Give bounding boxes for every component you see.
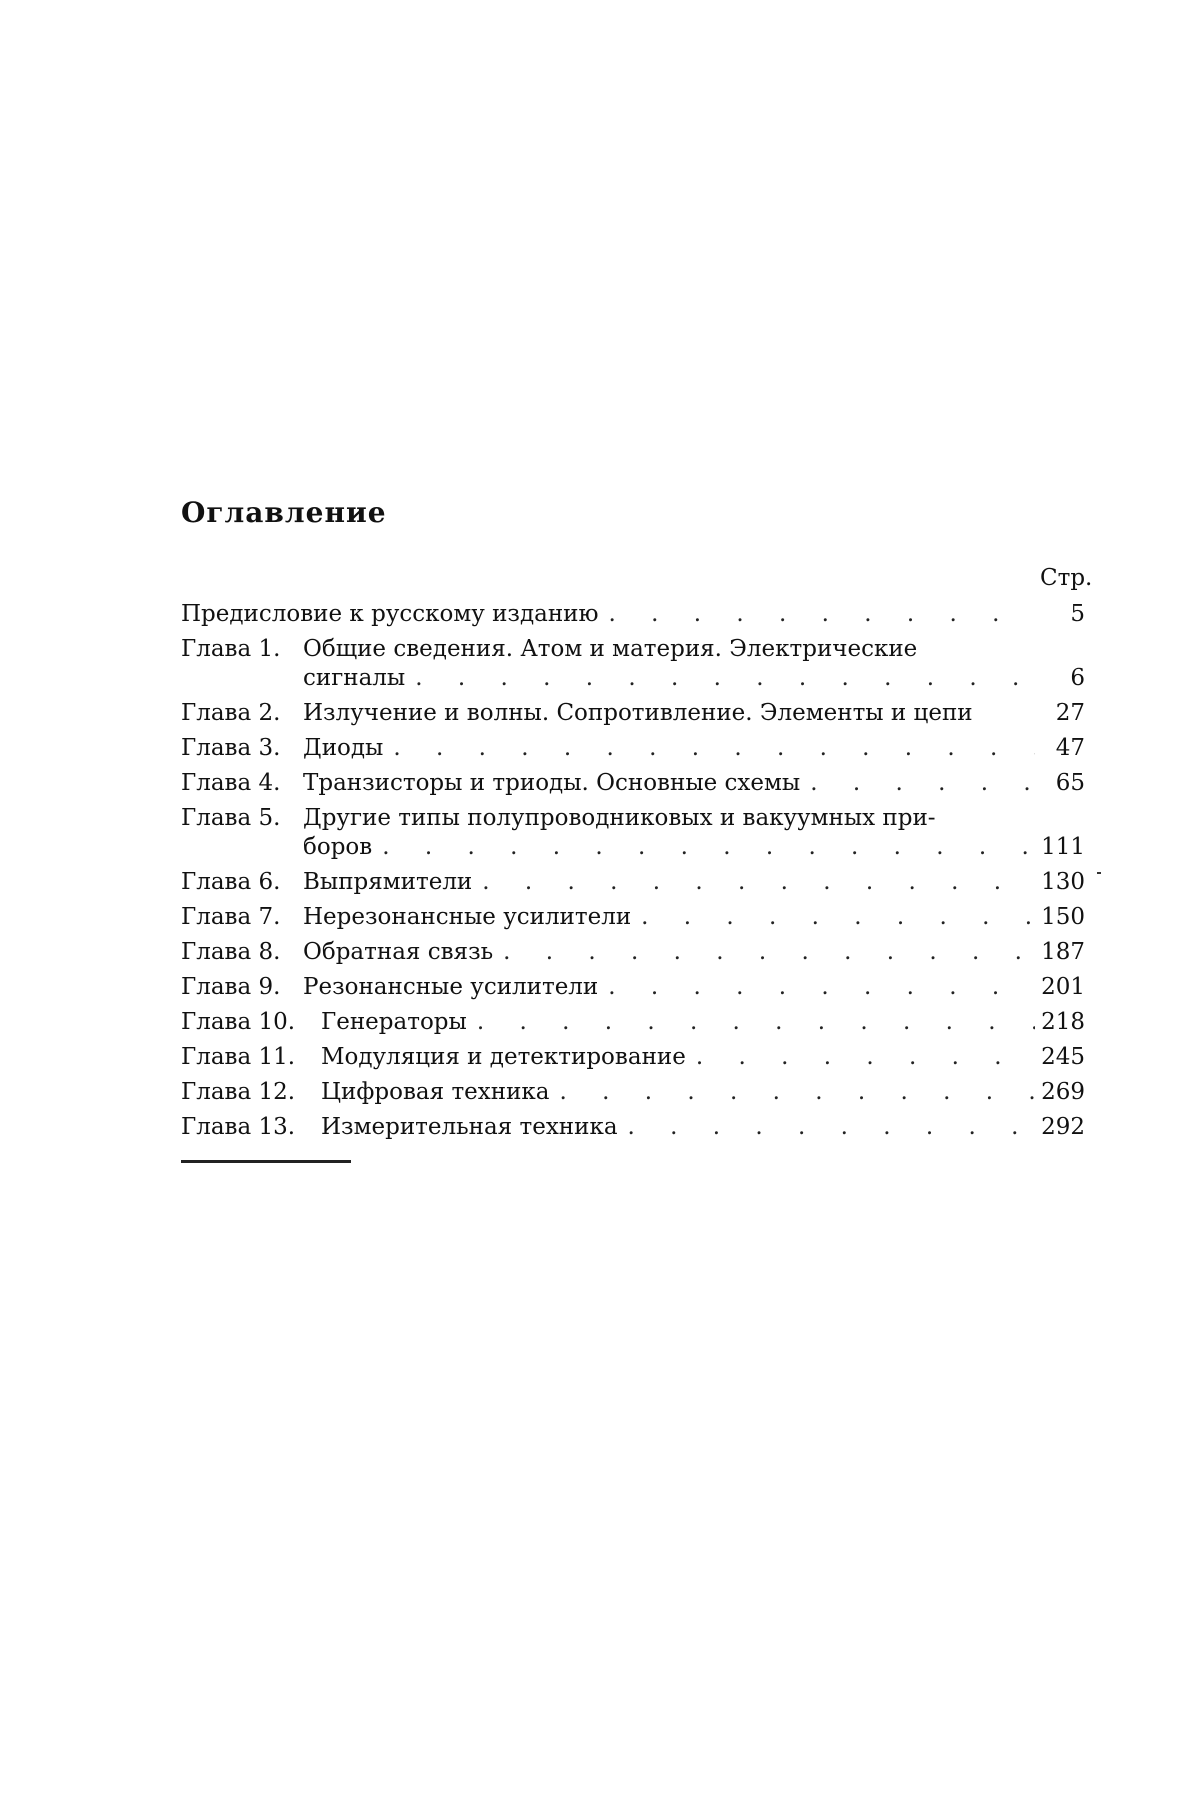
toc-entry-title: Генераторы xyxy=(321,1009,467,1035)
leader-dots xyxy=(467,1008,1035,1037)
toc-entry-prefix: Глава 9. xyxy=(181,974,281,1000)
toc-title-line xyxy=(303,664,1035,693)
toc-entry-continuation: боров xyxy=(303,834,373,860)
bottom-rule xyxy=(181,1160,351,1163)
toc-entry-prefix: Глава 8. xyxy=(181,939,281,965)
toc-entry-chapter-2 xyxy=(181,699,1085,728)
toc-title-line xyxy=(181,600,1035,629)
toc-entry-title: Общие сведения. Атом и материя. Электрические xyxy=(303,636,918,662)
toc-entry-chapter-8 xyxy=(181,938,1085,967)
page-title: Оглавление xyxy=(181,496,387,529)
toc-title-line xyxy=(303,868,1035,897)
toc-entry-main xyxy=(303,734,1035,763)
toc-entry-title: Обратная связь xyxy=(303,939,494,965)
toc-entry-prefix: Глава 6. xyxy=(181,869,281,895)
toc-entry-title: Резонансные усилители xyxy=(303,974,599,1000)
toc-title-line xyxy=(321,1008,1035,1037)
toc-entry-page: 187 xyxy=(1041,939,1085,965)
toc-entry-title: Другие типы полупроводниковых и вакуумных при- xyxy=(303,805,936,831)
toc-title-line xyxy=(321,1043,1035,1072)
toc-entry-main xyxy=(321,1078,1035,1107)
toc-entry-continuation: сигналы xyxy=(303,665,406,691)
leader-dots xyxy=(631,903,1035,932)
toc-entry-main xyxy=(303,804,1035,862)
toc-entry-prefix: Глава 3. xyxy=(181,735,281,761)
toc-entry-chapter-3 xyxy=(181,734,1085,763)
toc-entry-chapter-10 xyxy=(181,1008,1085,1037)
toc-entry-page: 5 xyxy=(1070,601,1085,627)
toc-entry-chapter-11 xyxy=(181,1043,1085,1072)
toc-entry-chapter-13 xyxy=(181,1113,1085,1142)
toc-title-line xyxy=(303,938,1035,967)
toc-entry-page: 245 xyxy=(1041,1044,1085,1070)
toc-entry-title: Цифровая техника xyxy=(321,1079,550,1105)
toc-entry-page: 201 xyxy=(1041,974,1085,1000)
toc-entry-main xyxy=(321,1008,1035,1037)
toc-entry-prefix: Глава 11. xyxy=(181,1044,296,1070)
toc-entry-main xyxy=(181,600,1035,629)
toc-entry-chapter-9 xyxy=(181,973,1085,1002)
leader-dots xyxy=(372,833,1035,862)
toc-entry-page: 47 xyxy=(1055,735,1085,761)
leader-dots xyxy=(405,664,1035,693)
toc-entry-page: 130 xyxy=(1041,869,1085,895)
toc-entry-chapter-6 xyxy=(181,868,1085,897)
toc-entry-page: 150 xyxy=(1041,904,1085,930)
toc-entry-preface xyxy=(181,600,1085,629)
toc-entry-page: 27 xyxy=(1055,700,1085,726)
toc-entry-page: 6 xyxy=(1070,665,1085,691)
toc-entry-title: Предисловие к русскому изданию xyxy=(181,601,599,627)
toc-entry-prefix: Глава 7. xyxy=(181,904,281,930)
toc-title-line xyxy=(303,734,1035,763)
toc-entry-prefix: Глава 13. xyxy=(181,1114,296,1140)
print-speck xyxy=(1097,872,1101,874)
toc-entry-main xyxy=(303,868,1035,897)
toc-entry-page: 292 xyxy=(1041,1114,1085,1140)
toc-entry-chapter-1 xyxy=(181,635,1085,693)
leader-dots xyxy=(493,938,1035,967)
toc-entry-chapter-5 xyxy=(181,804,1085,862)
toc-entry-title: Нерезонансные усилители xyxy=(303,904,632,930)
toc-entry-title: Измерительная техника xyxy=(321,1114,618,1140)
toc-entry-prefix: Глава 4. xyxy=(181,770,281,796)
toc-entry-page: 269 xyxy=(1041,1079,1085,1105)
toc-entry-main xyxy=(303,769,1035,798)
toc-entry-prefix: Глава 10. xyxy=(181,1009,296,1035)
toc-entry-title: Выпрямители xyxy=(303,869,473,895)
toc-entry-title: Излучение и волны. Сопротивление. Элементы и цепи xyxy=(303,700,973,726)
toc-entry-title: Транзисторы и триоды. Основные схемы xyxy=(303,770,801,796)
toc-entry-page: 218 xyxy=(1041,1009,1085,1035)
toc-entry-title: Диоды xyxy=(303,735,384,761)
toc-entry-prefix: Глава 5. xyxy=(181,805,281,831)
toc-entry-main xyxy=(321,1043,1035,1072)
toc-entry-page: 65 xyxy=(1055,770,1085,796)
toc-entry-main xyxy=(303,973,1035,1002)
toc-entry-prefix: Глава 2. xyxy=(181,700,281,726)
toc-title-line xyxy=(303,699,1035,728)
leader-dots xyxy=(383,734,1035,763)
toc-entry-main xyxy=(303,635,1035,693)
toc-entry-prefix: Глава 1. xyxy=(181,636,281,662)
leader-dots xyxy=(599,600,1035,629)
toc-entry-title: Модуляция и детектирование xyxy=(321,1044,686,1070)
toc-title-line xyxy=(303,769,1035,798)
toc-entry-page: 111 xyxy=(1041,834,1085,860)
toc-title-line xyxy=(321,1078,1035,1107)
page-column-header: Стр. xyxy=(1040,565,1093,591)
toc-entry-main xyxy=(303,938,1035,967)
table-of-contents xyxy=(181,600,1085,1148)
toc-entry-chapter-7 xyxy=(181,903,1085,932)
toc-entry-main xyxy=(303,903,1035,932)
leader-dots xyxy=(800,769,1035,798)
toc-entry-chapter-12 xyxy=(181,1078,1085,1107)
toc-title-line xyxy=(321,1113,1035,1142)
leader-dots xyxy=(598,973,1035,1002)
leader-dots xyxy=(618,1113,1035,1142)
toc-entry-main xyxy=(321,1113,1035,1142)
leader-dots xyxy=(550,1078,1036,1107)
toc-entry-prefix: Глава 12. xyxy=(181,1079,296,1105)
toc-title-line xyxy=(303,903,1035,932)
toc-entry-chapter-4 xyxy=(181,769,1085,798)
toc-title-line xyxy=(303,833,1035,862)
leader-dots xyxy=(686,1043,1035,1072)
toc-title-line xyxy=(303,973,1035,1002)
leader-dots xyxy=(472,868,1035,897)
toc-entry-main xyxy=(303,699,1035,728)
